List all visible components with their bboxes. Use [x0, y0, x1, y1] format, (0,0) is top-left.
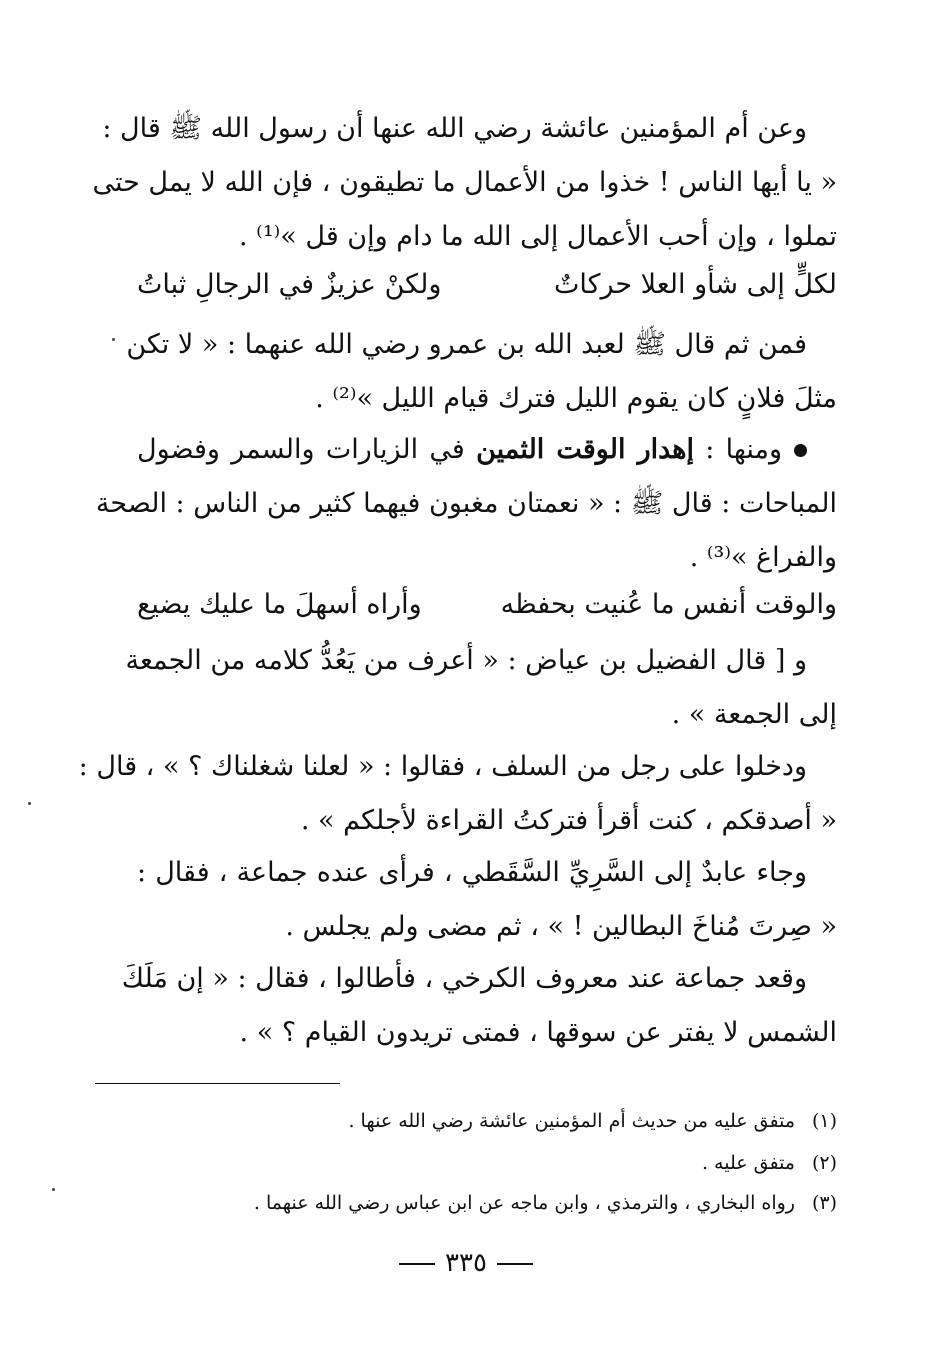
paragraph-abdullah-hadith: [126, 318, 837, 426]
paragraph-maruf-karkhi: [121, 952, 837, 1060]
dash-left: [399, 1263, 435, 1265]
text-line: فمن ثم قال ﷺ لعبد الله بن عمرو رضي الله عنهما : « لا تكن: [126, 329, 807, 360]
verse-second-hemistich: ولكنْ عزيزٌ في الرجالِ ثباتُ: [137, 269, 442, 300]
text-line: إلى الجمعة » .: [671, 699, 837, 730]
footnote-number: (٣): [811, 1192, 837, 1214]
footnote-number: (٢): [811, 1152, 837, 1174]
text-line: وقعد جماعة عند معروف الكرخي ، فأطالوا ، فقال : « إن مَلَكَ: [121, 963, 807, 994]
paragraph-sari-saqati: [137, 846, 837, 954]
text-line: و [ قال الفضيل بن عياض : « أعرف من يَعُدُّ كلامه من الجمعة: [125, 645, 807, 676]
scan-speck: [112, 338, 115, 341]
text-line: وجاء عابدٌ إلى السَّرِيِّ السَّقَطي ، فرأى عنده جماعة ، فقال :: [137, 857, 807, 888]
text-line: المباحات : قال ﷺ : « نعمتان مغبون فيهما كثير من الناس : الصحة: [95, 488, 837, 519]
dash-right: [497, 1263, 533, 1265]
text-line: « أصدقكم ، كنت أقرأ فتركتُ القراءة لأجلكم » .: [300, 805, 837, 836]
text-line: « صِرتَ مُناخَ البطالين ! » ، ثم مضى ولم يجلس .: [285, 911, 837, 942]
footnote-separator: [95, 1083, 340, 1084]
bold-phrase: إهدار الوقت الثمين: [476, 434, 695, 465]
paragraph-aisha-hadith: [92, 102, 837, 264]
text-line: تملوا ، وإن أحب الأعمال إلى الله ما دام وإن قل »⁽¹⁾ .: [239, 221, 837, 252]
page-number-text: ٣٣٥: [445, 1248, 487, 1278]
footnote-text: رواه البخاري ، والترمذي ، وابن ماجه عن ابن عباس رضي الله عنهما .: [253, 1192, 795, 1214]
footnote-text: متفق عليه .: [701, 1152, 795, 1174]
scan-speck: [28, 802, 31, 805]
paragraph-salaf-visit: [78, 740, 837, 848]
footnote: [137, 1148, 837, 1178]
text-line-with-bullet: ومنها : إهدار الوقت الثمين في الزيارات والسمر وفضول: [137, 423, 837, 477]
scan-speck: [52, 1188, 55, 1191]
verse-first-hemistich: لكلٍّ إلى شأو العلا حركاتٌ: [554, 269, 837, 300]
footnote: [137, 1106, 837, 1136]
paragraph-fudayl: [125, 634, 837, 742]
footnote-text: متفق عليه من حديث أم المؤمنين عائشة رضي الله عنها .: [348, 1110, 795, 1132]
text-line: الشمس لا يفتر عن سوقها ، فمتى تريدون القيام ؟ » .: [239, 1017, 837, 1048]
bullet-icon: [794, 444, 807, 457]
paragraph-wasting-time: [95, 423, 837, 585]
poem-verse: [137, 578, 837, 632]
poem-verse: [137, 258, 837, 312]
footnote-number: (١): [811, 1110, 837, 1132]
text-line: مثلَ فلانٍ كان يقوم الليل فترك قيام الليل »⁽²⁾ .: [315, 383, 837, 414]
text-line: « يا أيها الناس ! خذوا من الأعمال ما تطيقون ، فإن الله لا يمل حتى: [92, 167, 837, 198]
verse-first-hemistich: والوقت أنفس ما عُنيت بحفظه: [500, 589, 837, 620]
verse-second-hemistich: وأراه أسهلَ ما عليك يضيع: [137, 589, 422, 620]
page-number: [0, 1248, 932, 1278]
text-line: ودخلوا على رجل من السلف ، فقالوا : « لعلنا شغلناك ؟ » ، قال :: [78, 751, 807, 782]
footnote: [137, 1188, 837, 1218]
text-line: وعن أم المؤمنين عائشة رضي الله عنها أن رسول الله ﷺ قال :: [102, 113, 807, 144]
text-line: والفراغ »⁽³⁾ .: [689, 542, 837, 573]
